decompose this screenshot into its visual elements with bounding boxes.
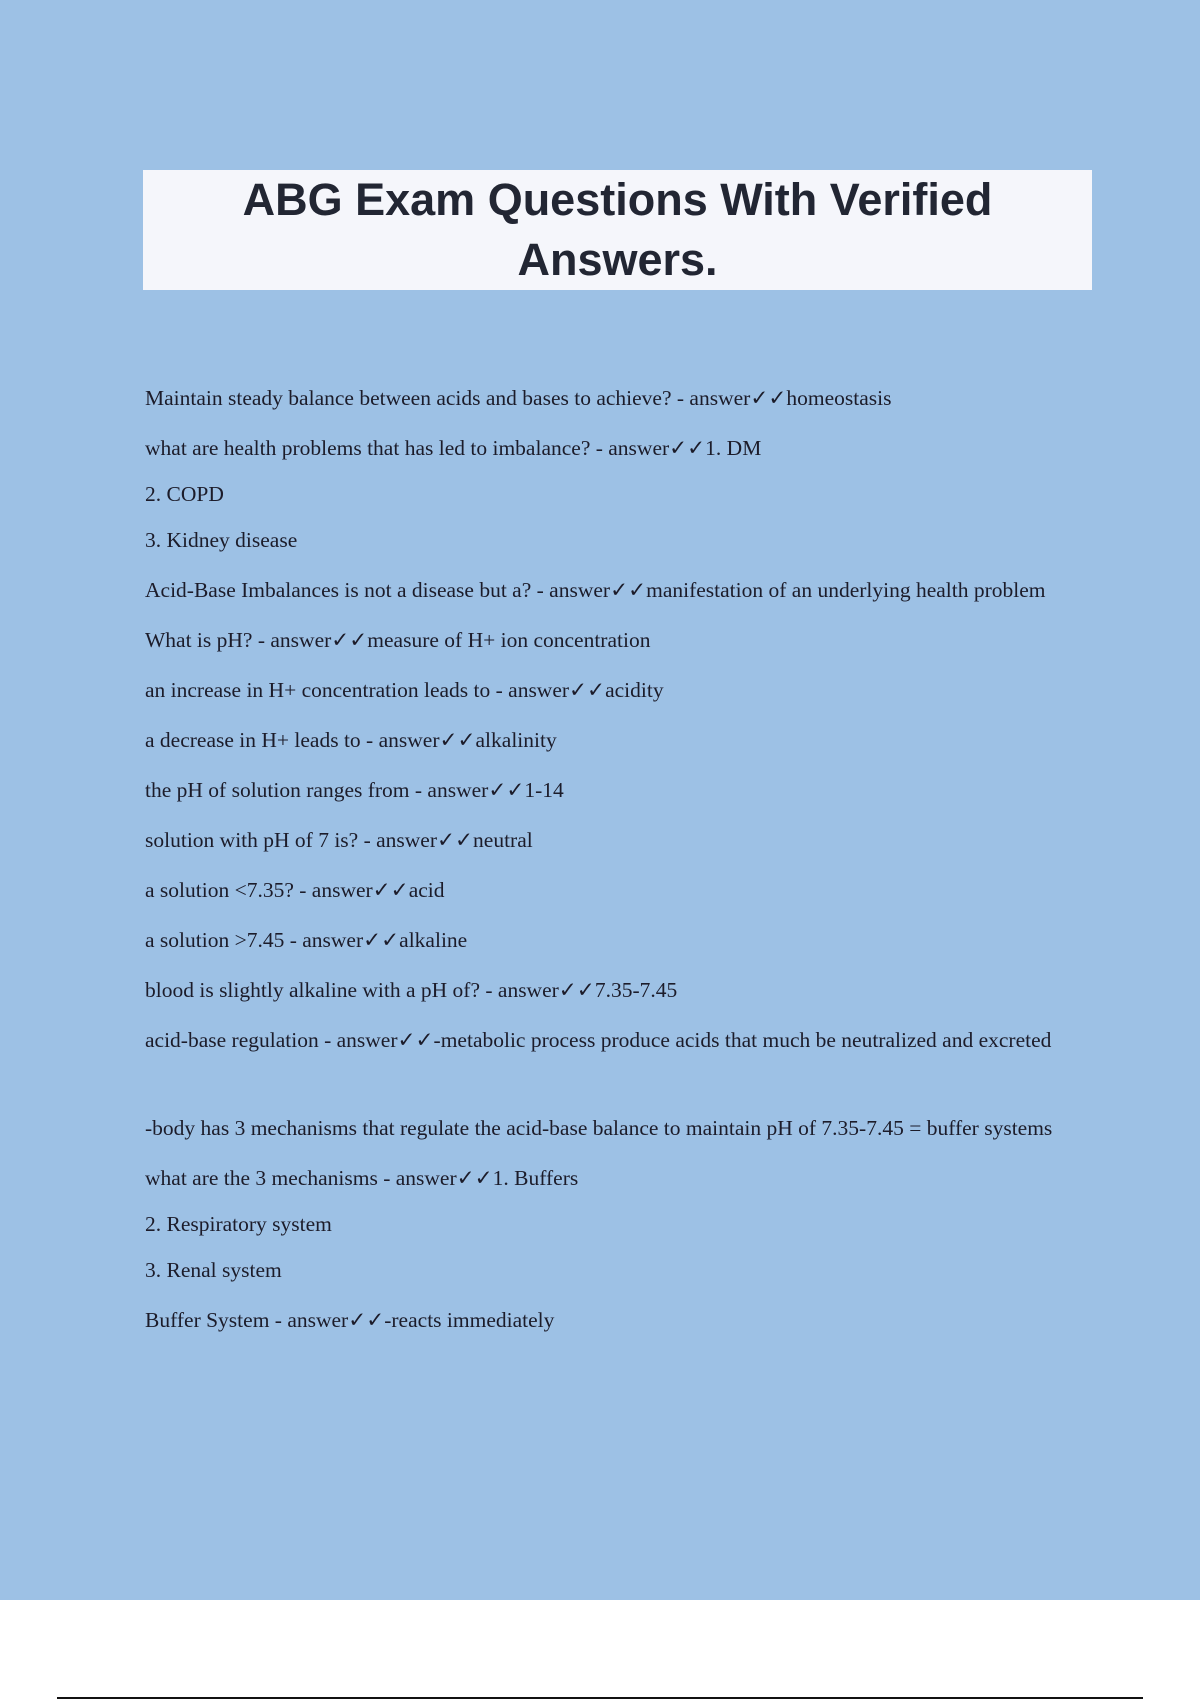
text-line: Maintain steady balance between acids and bases to achieve? - answer✓✓homeostasis (145, 386, 892, 410)
document-title: ABG Exam Questions With Verified Answers. (242, 174, 993, 285)
text-line: the pH of solution ranges from - answer✓✓1-14 (145, 778, 564, 802)
title-box (143, 170, 1092, 290)
text-line: blood is slightly alkaline with a pH of? - answer✓✓7.35-7.45 (145, 978, 678, 1002)
text-line: 3. Kidney disease (145, 528, 298, 552)
text-line: a solution <7.35? - answer✓✓acid (145, 878, 445, 902)
text-line: a solution >7.45 - answer✓✓alkaline (145, 928, 468, 952)
footer-divider (57, 1697, 1143, 1699)
text-line: a decrease in H+ leads to - answer✓✓alkalinity (145, 728, 557, 752)
text-line: 2. COPD (145, 482, 224, 506)
text-line: 2. Respiratory system (145, 1212, 332, 1236)
text-line: What is pH? - answer✓✓measure of H+ ion concentration (145, 628, 651, 652)
text-line: 3. Renal system (145, 1258, 282, 1282)
text-line: what are the 3 mechanisms - answer✓✓1. Buffers (145, 1166, 579, 1190)
text-line: an increase in H+ concentration leads to - answer✓✓acidity (145, 678, 664, 702)
text-line: Acid-Base Imbalances is not a disease but a? - answer✓✓manifestation of an underlying health problem (145, 578, 1046, 602)
text-line: -body has 3 mechanisms that regulate the acid-base balance to maintain pH of 7.35-7.45 = buffer systems (145, 1116, 1053, 1140)
text-line: what are health problems that has led to imbalance? - answer✓✓1. DM (145, 436, 762, 460)
document-body (145, 383, 1090, 1336)
text-line: Buffer System - answer✓✓-reacts immediately (145, 1308, 555, 1332)
text-line: acid-base regulation - answer✓✓-metabolic process produce acids that much be neutralized and excreted (145, 1028, 1052, 1052)
text-line: solution with pH of 7 is? - answer✓✓neutral (145, 828, 533, 852)
